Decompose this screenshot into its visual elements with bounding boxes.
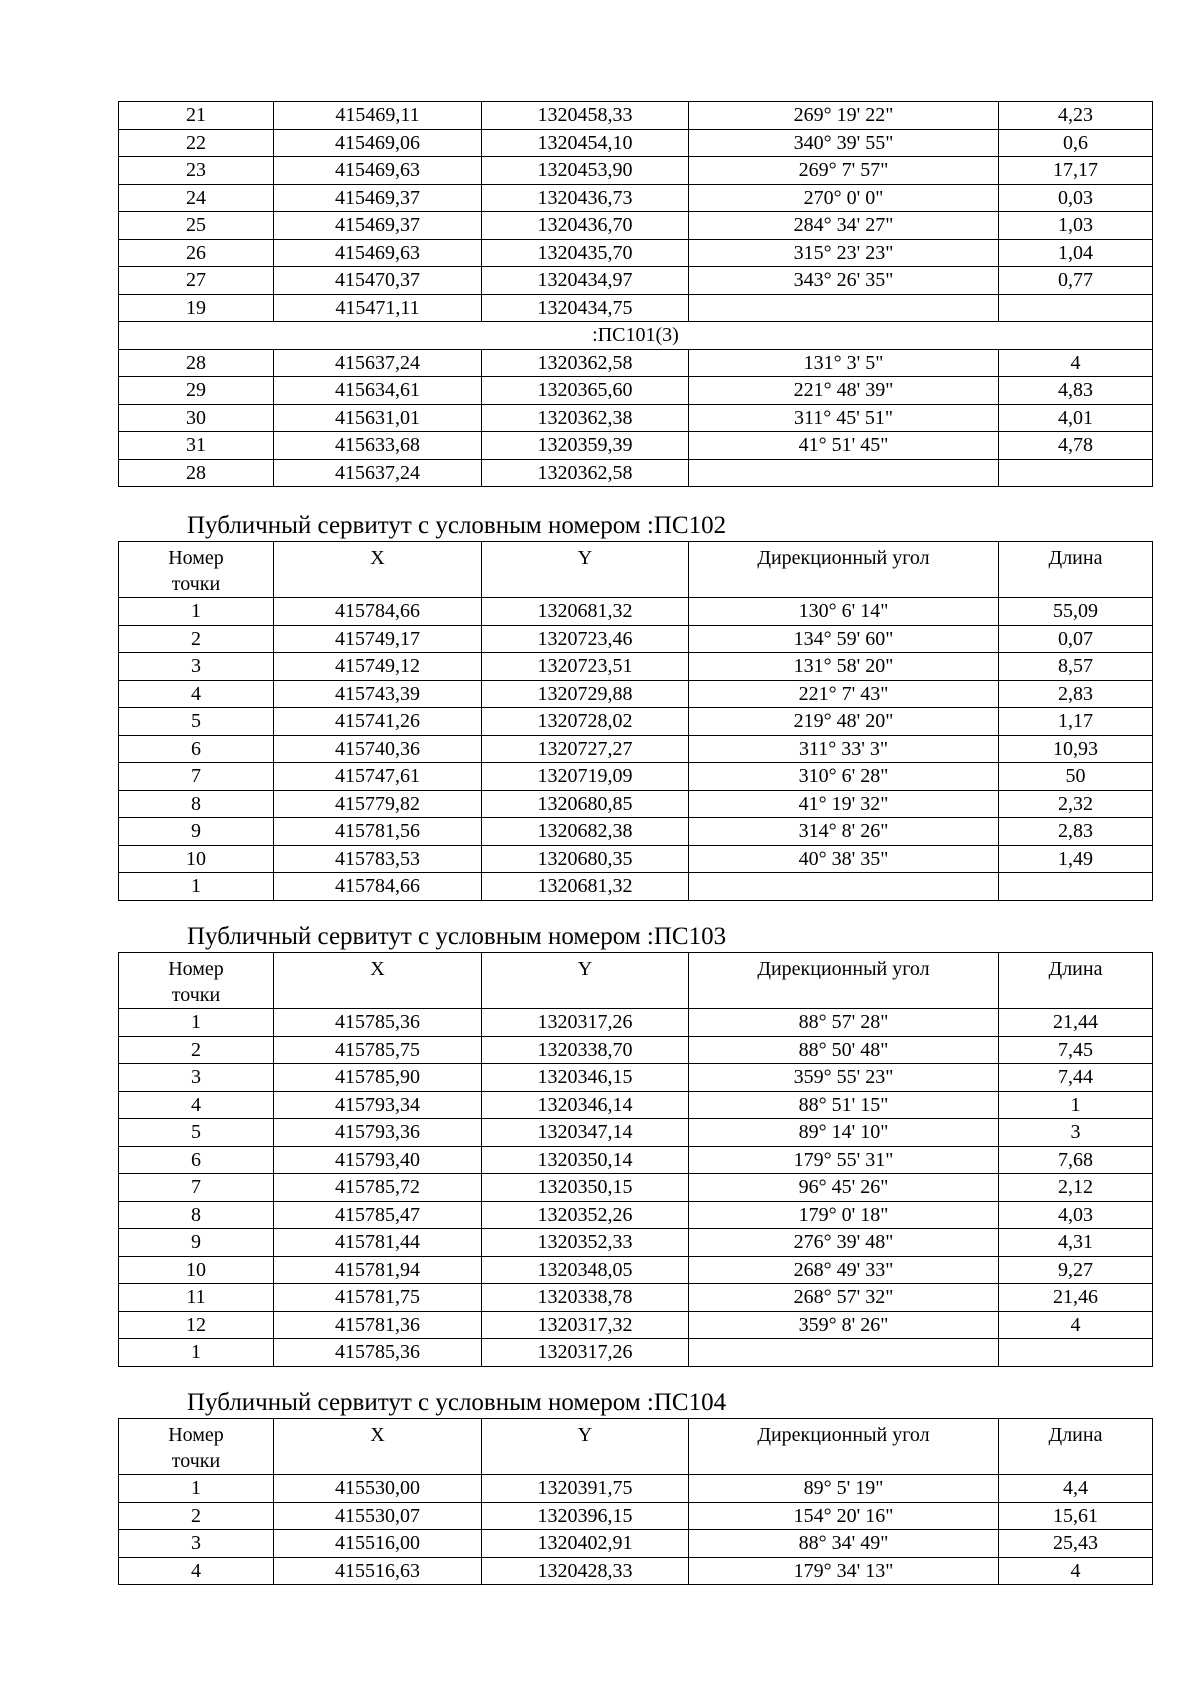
table-row <box>119 1530 1153 1558</box>
point-number-cell: 3 <box>119 1530 274 1558</box>
table-body <box>119 598 1153 901</box>
coordinates-table-ps104 <box>118 1418 1153 1585</box>
table-row <box>119 294 1153 322</box>
y-cell: 1320729,88 <box>482 680 689 708</box>
length-cell: 9,27 <box>999 1256 1153 1284</box>
y-cell: 1320348,05 <box>482 1256 689 1284</box>
table-row <box>119 377 1153 405</box>
length-cell: 4,4 <box>999 1475 1153 1503</box>
angle-cell: 179° 34' 13" <box>689 1557 999 1585</box>
table-body <box>119 102 1153 487</box>
header-length: Длина <box>999 542 1153 598</box>
table-row <box>119 873 1153 901</box>
y-cell: 1320402,91 <box>482 1530 689 1558</box>
x-cell: 415530,00 <box>274 1475 482 1503</box>
length-cell: 4,23 <box>999 102 1153 130</box>
point-number-cell: 31 <box>119 432 274 460</box>
x-cell: 415471,11 <box>274 294 482 322</box>
y-cell: 1320428,33 <box>482 1557 689 1585</box>
header-x: X <box>274 953 482 1009</box>
angle-cell: 315° 23' 23" <box>689 239 999 267</box>
point-number-cell: 1 <box>119 598 274 626</box>
angle-cell: 88° 50' 48" <box>689 1036 999 1064</box>
y-cell: 1320362,58 <box>482 459 689 487</box>
point-number-cell: 8 <box>119 790 274 818</box>
x-cell: 415469,37 <box>274 184 482 212</box>
header-x: X <box>274 1419 482 1475</box>
point-number-cell: 2 <box>119 1502 274 1530</box>
angle-cell: 221° 48' 39" <box>689 377 999 405</box>
x-cell: 415637,24 <box>274 459 482 487</box>
y-cell: 1320728,02 <box>482 708 689 736</box>
point-number-cell: 1 <box>119 1475 274 1503</box>
length-cell <box>999 459 1153 487</box>
header-length: Длина <box>999 1419 1153 1475</box>
point-number-cell: 4 <box>119 1557 274 1585</box>
table-row <box>119 102 1153 130</box>
y-cell: 1320391,75 <box>482 1475 689 1503</box>
x-cell: 415749,17 <box>274 625 482 653</box>
angle-cell: 88° 57' 28" <box>689 1009 999 1037</box>
x-cell: 415469,63 <box>274 157 482 185</box>
length-cell: 1,03 <box>999 212 1153 240</box>
length-cell: 2,12 <box>999 1174 1153 1202</box>
angle-cell: 311° 33' 3" <box>689 735 999 763</box>
point-number-cell: 24 <box>119 184 274 212</box>
length-cell: 4 <box>999 349 1153 377</box>
group-row <box>119 322 1153 350</box>
point-number-cell: 7 <box>119 1174 274 1202</box>
angle-cell: 40° 38' 35" <box>689 845 999 873</box>
x-cell: 415637,24 <box>274 349 482 377</box>
angle-cell: 221° 7' 43" <box>689 680 999 708</box>
x-cell: 415785,36 <box>274 1009 482 1037</box>
table-row <box>119 1009 1153 1037</box>
length-cell: 4 <box>999 1557 1153 1585</box>
point-number-cell: 1 <box>119 873 274 901</box>
header-point-number <box>119 953 274 1009</box>
coordinates-table-ps102 <box>118 541 1153 901</box>
table-body <box>119 1009 1153 1367</box>
y-cell: 1320362,38 <box>482 404 689 432</box>
point-number-cell: 26 <box>119 239 274 267</box>
length-cell: 7,45 <box>999 1036 1153 1064</box>
header-row <box>119 1419 1153 1475</box>
length-cell: 21,46 <box>999 1284 1153 1312</box>
x-cell: 415793,36 <box>274 1119 482 1147</box>
x-cell: 415785,47 <box>274 1201 482 1229</box>
y-cell: 1320346,14 <box>482 1091 689 1119</box>
header-row <box>119 953 1153 1009</box>
angle-cell: 96° 45' 26" <box>689 1174 999 1202</box>
length-cell: 21,44 <box>999 1009 1153 1037</box>
angle-cell: 310° 6' 28" <box>689 763 999 791</box>
x-cell: 415516,00 <box>274 1530 482 1558</box>
angle-cell: 154° 20' 16" <box>689 1502 999 1530</box>
y-cell: 1320458,33 <box>482 102 689 130</box>
x-cell: 415781,36 <box>274 1311 482 1339</box>
table-header <box>119 953 1153 1009</box>
length-cell: 0,6 <box>999 129 1153 157</box>
y-cell: 1320680,85 <box>482 790 689 818</box>
length-cell: 7,44 <box>999 1064 1153 1092</box>
y-cell: 1320434,75 <box>482 294 689 322</box>
point-number-cell: 9 <box>119 818 274 846</box>
table-row <box>119 1036 1153 1064</box>
table-row <box>119 1091 1153 1119</box>
x-cell: 415741,26 <box>274 708 482 736</box>
x-cell: 415631,01 <box>274 404 482 432</box>
y-cell: 1320723,46 <box>482 625 689 653</box>
x-cell: 415781,75 <box>274 1284 482 1312</box>
header-row <box>119 542 1153 598</box>
header-angle: Дирекционный угол <box>689 953 999 1009</box>
angle-cell <box>689 459 999 487</box>
y-cell: 1320454,10 <box>482 129 689 157</box>
header-point-number <box>119 542 274 598</box>
angle-cell: 130° 6' 14" <box>689 598 999 626</box>
table-row <box>119 1557 1153 1585</box>
x-cell: 415516,63 <box>274 1557 482 1585</box>
point-number-cell: 21 <box>119 102 274 130</box>
angle-cell <box>689 1339 999 1367</box>
x-cell: 415743,39 <box>274 680 482 708</box>
header-length: Длина <box>999 953 1153 1009</box>
length-cell: 17,17 <box>999 157 1153 185</box>
angle-cell: 276° 39' 48" <box>689 1229 999 1257</box>
length-cell: 4,03 <box>999 1201 1153 1229</box>
angle-cell: 134° 59' 60" <box>689 625 999 653</box>
angle-cell: 269° 7' 57" <box>689 157 999 185</box>
point-number-cell: 2 <box>119 625 274 653</box>
y-cell: 1320317,32 <box>482 1311 689 1339</box>
x-cell: 415740,36 <box>274 735 482 763</box>
y-cell: 1320727,27 <box>482 735 689 763</box>
length-cell: 4 <box>999 1311 1153 1339</box>
length-cell: 55,09 <box>999 598 1153 626</box>
angle-cell: 311° 45' 51" <box>689 404 999 432</box>
table-row <box>119 818 1153 846</box>
table-row <box>119 1064 1153 1092</box>
point-number-cell: 28 <box>119 349 274 377</box>
angle-cell: 179° 0' 18" <box>689 1201 999 1229</box>
y-cell: 1320338,70 <box>482 1036 689 1064</box>
point-number-cell: 22 <box>119 129 274 157</box>
table-row <box>119 212 1153 240</box>
header-point-number-label: Номер точки <box>168 1424 224 1472</box>
length-cell: 10,93 <box>999 735 1153 763</box>
point-number-cell: 6 <box>119 1146 274 1174</box>
table-header <box>119 1419 1153 1475</box>
angle-cell: 88° 34' 49" <box>689 1530 999 1558</box>
length-cell: 7,68 <box>999 1146 1153 1174</box>
y-cell: 1320317,26 <box>482 1339 689 1367</box>
table-header <box>119 542 1153 598</box>
x-cell: 415634,61 <box>274 377 482 405</box>
header-point-number-label: Номер точки <box>168 958 224 1006</box>
header-angle: Дирекционный угол <box>689 542 999 598</box>
table-row <box>119 349 1153 377</box>
header-angle: Дирекционный угол <box>689 1419 999 1475</box>
group-label: :ПС101(3) <box>119 322 1153 350</box>
point-number-cell: 10 <box>119 1256 274 1284</box>
table-row <box>119 1284 1153 1312</box>
angle-cell: 179° 55' 31" <box>689 1146 999 1174</box>
table-row <box>119 1311 1153 1339</box>
x-cell: 415785,72 <box>274 1174 482 1202</box>
length-cell: 0,77 <box>999 267 1153 295</box>
x-cell: 415779,82 <box>274 790 482 818</box>
table-row <box>119 680 1153 708</box>
point-number-cell: 10 <box>119 845 274 873</box>
length-cell: 50 <box>999 763 1153 791</box>
x-cell: 415469,06 <box>274 129 482 157</box>
table-row <box>119 432 1153 460</box>
y-cell: 1320681,32 <box>482 598 689 626</box>
angle-cell <box>689 873 999 901</box>
angle-cell: 131° 3' 5" <box>689 349 999 377</box>
length-cell: 15,61 <box>999 1502 1153 1530</box>
y-cell: 1320365,60 <box>482 377 689 405</box>
x-cell: 415793,40 <box>274 1146 482 1174</box>
length-cell <box>999 1339 1153 1367</box>
length-cell: 2,32 <box>999 790 1153 818</box>
x-cell: 415633,68 <box>274 432 482 460</box>
y-cell: 1320434,97 <box>482 267 689 295</box>
header-point-number-label: Номер точки <box>168 547 224 595</box>
point-number-cell: 5 <box>119 1119 274 1147</box>
y-cell: 1320436,70 <box>482 212 689 240</box>
y-cell: 1320346,15 <box>482 1064 689 1092</box>
y-cell: 1320681,32 <box>482 873 689 901</box>
coordinates-table-ps101 <box>118 101 1153 487</box>
table-row <box>119 845 1153 873</box>
y-cell: 1320352,33 <box>482 1229 689 1257</box>
length-cell <box>999 873 1153 901</box>
angle-cell: 219° 48' 20" <box>689 708 999 736</box>
length-cell: 4,78 <box>999 432 1153 460</box>
table-row <box>119 1475 1153 1503</box>
x-cell: 415793,34 <box>274 1091 482 1119</box>
point-number-cell: 27 <box>119 267 274 295</box>
x-cell: 415785,90 <box>274 1064 482 1092</box>
header-y: Y <box>482 1419 689 1475</box>
point-number-cell: 28 <box>119 459 274 487</box>
point-number-cell: 1 <box>119 1009 274 1037</box>
table-row <box>119 184 1153 212</box>
angle-cell: 314° 8' 26" <box>689 818 999 846</box>
y-cell: 1320435,70 <box>482 239 689 267</box>
y-cell: 1320723,51 <box>482 653 689 681</box>
length-cell: 2,83 <box>999 818 1153 846</box>
x-cell: 415469,63 <box>274 239 482 267</box>
x-cell: 415470,37 <box>274 267 482 295</box>
table-row <box>119 1201 1153 1229</box>
point-number-cell: 2 <box>119 1036 274 1064</box>
table-body <box>119 1475 1153 1585</box>
point-number-cell: 7 <box>119 763 274 791</box>
x-cell: 415784,66 <box>274 598 482 626</box>
point-number-cell: 11 <box>119 1284 274 1312</box>
header-x: X <box>274 542 482 598</box>
section-title-ps104: Публичный сервитут с условным номером :ПС104 <box>187 1389 727 1416</box>
point-number-cell: 29 <box>119 377 274 405</box>
length-cell: 4,31 <box>999 1229 1153 1257</box>
y-cell: 1320362,58 <box>482 349 689 377</box>
coordinates-table-ps103 <box>118 952 1153 1367</box>
angle-cell <box>689 294 999 322</box>
x-cell: 415784,66 <box>274 873 482 901</box>
table-row <box>119 157 1153 185</box>
angle-cell: 89° 5' 19" <box>689 1475 999 1503</box>
point-number-cell: 5 <box>119 708 274 736</box>
table-row <box>119 267 1153 295</box>
y-cell: 1320350,15 <box>482 1174 689 1202</box>
length-cell: 25,43 <box>999 1530 1153 1558</box>
length-cell: 8,57 <box>999 653 1153 681</box>
table-row <box>119 763 1153 791</box>
x-cell: 415530,07 <box>274 1502 482 1530</box>
angle-cell: 89° 14' 10" <box>689 1119 999 1147</box>
length-cell: 0,03 <box>999 184 1153 212</box>
angle-cell: 270° 0' 0" <box>689 184 999 212</box>
angle-cell: 131° 58' 20" <box>689 653 999 681</box>
x-cell: 415747,61 <box>274 763 482 791</box>
point-number-cell: 8 <box>119 1201 274 1229</box>
table-row <box>119 1229 1153 1257</box>
angle-cell: 268° 49' 33" <box>689 1256 999 1284</box>
y-cell: 1320680,35 <box>482 845 689 873</box>
length-cell: 4,01 <box>999 404 1153 432</box>
point-number-cell: 23 <box>119 157 274 185</box>
table-row <box>119 239 1153 267</box>
length-cell: 2,83 <box>999 680 1153 708</box>
table-row <box>119 129 1153 157</box>
table-row <box>119 1339 1153 1367</box>
angle-cell: 340° 39' 55" <box>689 129 999 157</box>
length-cell: 1,49 <box>999 845 1153 873</box>
point-number-cell: 3 <box>119 1064 274 1092</box>
section-title-ps103: Публичный сервитут с условным номером :ПС103 <box>187 923 727 950</box>
angle-cell: 268° 57' 32" <box>689 1284 999 1312</box>
point-number-cell: 6 <box>119 735 274 763</box>
y-cell: 1320682,38 <box>482 818 689 846</box>
angle-cell: 41° 51' 45" <box>689 432 999 460</box>
table-row <box>119 404 1153 432</box>
y-cell: 1320350,14 <box>482 1146 689 1174</box>
point-number-cell: 12 <box>119 1311 274 1339</box>
angle-cell: 284° 34' 27" <box>689 212 999 240</box>
point-number-cell: 25 <box>119 212 274 240</box>
point-number-cell: 30 <box>119 404 274 432</box>
table-row <box>119 459 1153 487</box>
x-cell: 415783,53 <box>274 845 482 873</box>
angle-cell: 88° 51' 15" <box>689 1091 999 1119</box>
table-row <box>119 1119 1153 1147</box>
length-cell: 3 <box>999 1119 1153 1147</box>
table-row <box>119 790 1153 818</box>
y-cell: 1320453,90 <box>482 157 689 185</box>
x-cell: 415785,36 <box>274 1339 482 1367</box>
y-cell: 1320338,78 <box>482 1284 689 1312</box>
point-number-cell: 4 <box>119 680 274 708</box>
table-row <box>119 1174 1153 1202</box>
y-cell: 1320347,14 <box>482 1119 689 1147</box>
angle-cell: 359° 8' 26" <box>689 1311 999 1339</box>
table-row <box>119 1256 1153 1284</box>
table-row <box>119 625 1153 653</box>
angle-cell: 269° 19' 22" <box>689 102 999 130</box>
y-cell: 1320352,26 <box>482 1201 689 1229</box>
table-row <box>119 1502 1153 1530</box>
x-cell: 415781,94 <box>274 1256 482 1284</box>
angle-cell: 359° 55' 23" <box>689 1064 999 1092</box>
point-number-cell: 1 <box>119 1339 274 1367</box>
length-cell: 0,07 <box>999 625 1153 653</box>
x-cell: 415781,44 <box>274 1229 482 1257</box>
point-number-cell: 9 <box>119 1229 274 1257</box>
y-cell: 1320359,39 <box>482 432 689 460</box>
table-row <box>119 1146 1153 1174</box>
length-cell <box>999 294 1153 322</box>
point-number-cell: 19 <box>119 294 274 322</box>
table-row <box>119 735 1153 763</box>
x-cell: 415749,12 <box>274 653 482 681</box>
length-cell: 4,83 <box>999 377 1153 405</box>
y-cell: 1320436,73 <box>482 184 689 212</box>
x-cell: 415781,56 <box>274 818 482 846</box>
point-number-cell: 4 <box>119 1091 274 1119</box>
y-cell: 1320317,26 <box>482 1009 689 1037</box>
header-y: Y <box>482 953 689 1009</box>
x-cell: 415469,11 <box>274 102 482 130</box>
angle-cell: 343° 26' 35" <box>689 267 999 295</box>
y-cell: 1320396,15 <box>482 1502 689 1530</box>
section-title-ps102: Публичный сервитут с условным номером :ПС102 <box>187 512 727 539</box>
table-row <box>119 653 1153 681</box>
header-y: Y <box>482 542 689 598</box>
length-cell: 1,17 <box>999 708 1153 736</box>
length-cell: 1,04 <box>999 239 1153 267</box>
length-cell: 1 <box>999 1091 1153 1119</box>
x-cell: 415469,37 <box>274 212 482 240</box>
table-row <box>119 598 1153 626</box>
header-point-number <box>119 1419 274 1475</box>
point-number-cell: 3 <box>119 653 274 681</box>
angle-cell: 41° 19' 32" <box>689 790 999 818</box>
y-cell: 1320719,09 <box>482 763 689 791</box>
table-row <box>119 708 1153 736</box>
x-cell: 415785,75 <box>274 1036 482 1064</box>
